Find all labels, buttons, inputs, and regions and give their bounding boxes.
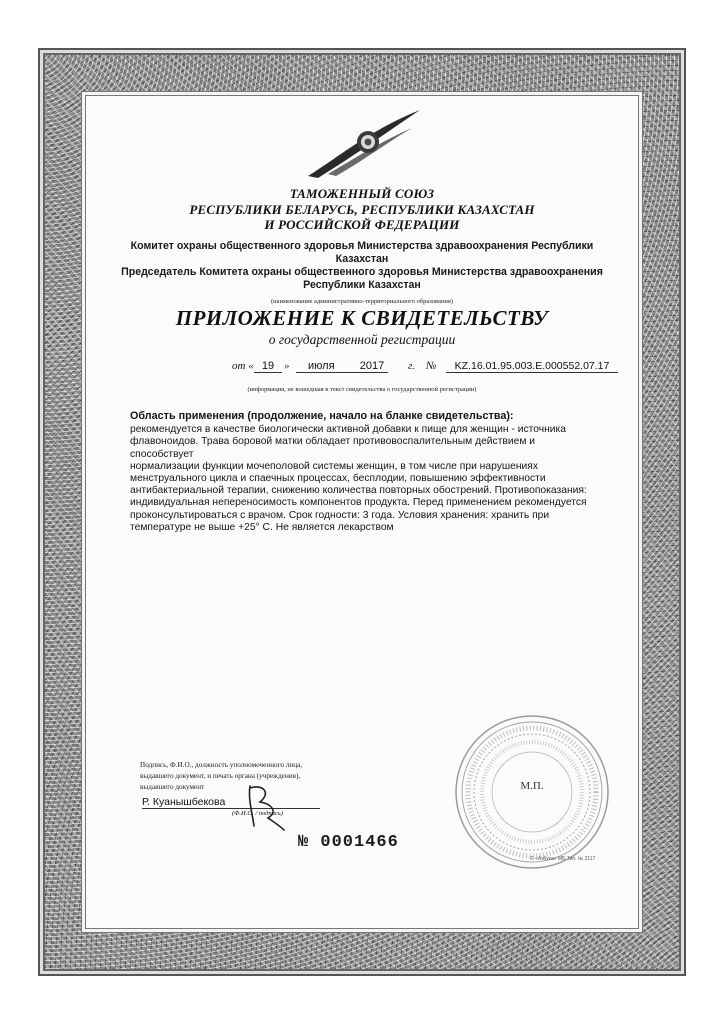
customs-union-title: [150, 186, 574, 233]
scope-line: менструального цикла и спаечных процессах, бесплодии, повышению эффективности: [130, 473, 546, 485]
printer-fineprint: © «Азбука» МБ Тип. № 2117: [530, 856, 596, 862]
scope-line: флавоноидов. Трава боровой матки обладает противовоспалительным действием и способствует: [130, 436, 536, 460]
application-scope-text: [130, 410, 600, 534]
scope-heading: Область применения (продолжение, начало на бланке свидетельства):: [130, 410, 514, 422]
date-day: 19: [254, 360, 282, 373]
document-title: ПРИЛОЖЕНИЕ К СВИДЕТЕЛЬСТВУ: [175, 306, 549, 330]
scope-line: проконсультироваться с врачом. Срок годности: 3 года. Условия хранения: хранить при: [130, 509, 550, 521]
customs-union-emblem-icon: [300, 108, 424, 180]
scope-line: антибактериальной терапии, снижению количества повторных обострений. Противопоказания:: [130, 485, 587, 497]
signature-caption-line-2: выдавшего документ, и печать органа (учреждения),: [140, 772, 301, 780]
authority-line-1: Комитет охраны общественного здоровья Министерства здравоохранения Республики Казахстан: [130, 240, 594, 265]
authority-note: (наименование административно-территориального образования): [270, 298, 453, 305]
authority-line-3: Республики Казахстан: [303, 279, 421, 291]
stamp-label: М.П.: [520, 780, 544, 792]
registration-number: KZ.16.01.95.003.E.000552.07.17: [446, 360, 618, 373]
date-month: июля: [296, 360, 388, 373]
union-title-line-1: ТАМОЖЕННЫЙ СОЮЗ: [289, 186, 435, 201]
scope-line: нормализации функции мочеполовой системы женщин, в том числе при нарушениях: [130, 460, 539, 472]
date-from-label: от «: [232, 360, 254, 372]
signer-note: (Ф.И.О. / подпись): [232, 810, 283, 817]
issuing-authority: [118, 240, 606, 292]
scope-line: рекомендуется в качестве биологически активной добавки к пище для женщин - источника: [130, 424, 566, 436]
authority-line-2: Председатель Комитета охраны общественного здоровья Министерства здравоохранения: [121, 266, 603, 278]
union-title-line-3: И РОССИЙСКОЙ ФЕДЕРАЦИИ: [264, 217, 460, 232]
document-subtitle: о государственной регистрации: [268, 332, 456, 347]
serial-number: № 0001466: [298, 833, 399, 852]
signature-caption-line-1: Подпись, Ф.И.О., должность уполномоченного лица,: [140, 761, 303, 769]
handwritten-signature-icon: [238, 782, 290, 832]
official-seal-icon: [452, 712, 612, 872]
date-year-suffix: г.: [408, 360, 415, 372]
scope-line: индивидуальная непереносимость компонентов продукта. Перед применением рекомендуется: [130, 497, 587, 509]
date-and-number-line: [226, 360, 626, 376]
signature-caption-line-3: выдавшего документ: [140, 783, 205, 791]
info-note: (информация, не вошедшая в текст свидетельства о государственной регистрации): [247, 386, 477, 393]
date-year: 2017: [359, 360, 385, 372]
date-day-close: »: [284, 360, 290, 372]
signer-name: Р. Куанышбекова: [142, 796, 320, 809]
scope-line: температуре не выше +25° С. Не является лекарством: [130, 521, 394, 533]
union-title-line-2: РЕСПУБЛИКИ БЕЛАРУСЬ, РЕСПУБЛИКИ КАЗАХСТАН: [189, 201, 535, 217]
number-label: №: [426, 360, 437, 372]
